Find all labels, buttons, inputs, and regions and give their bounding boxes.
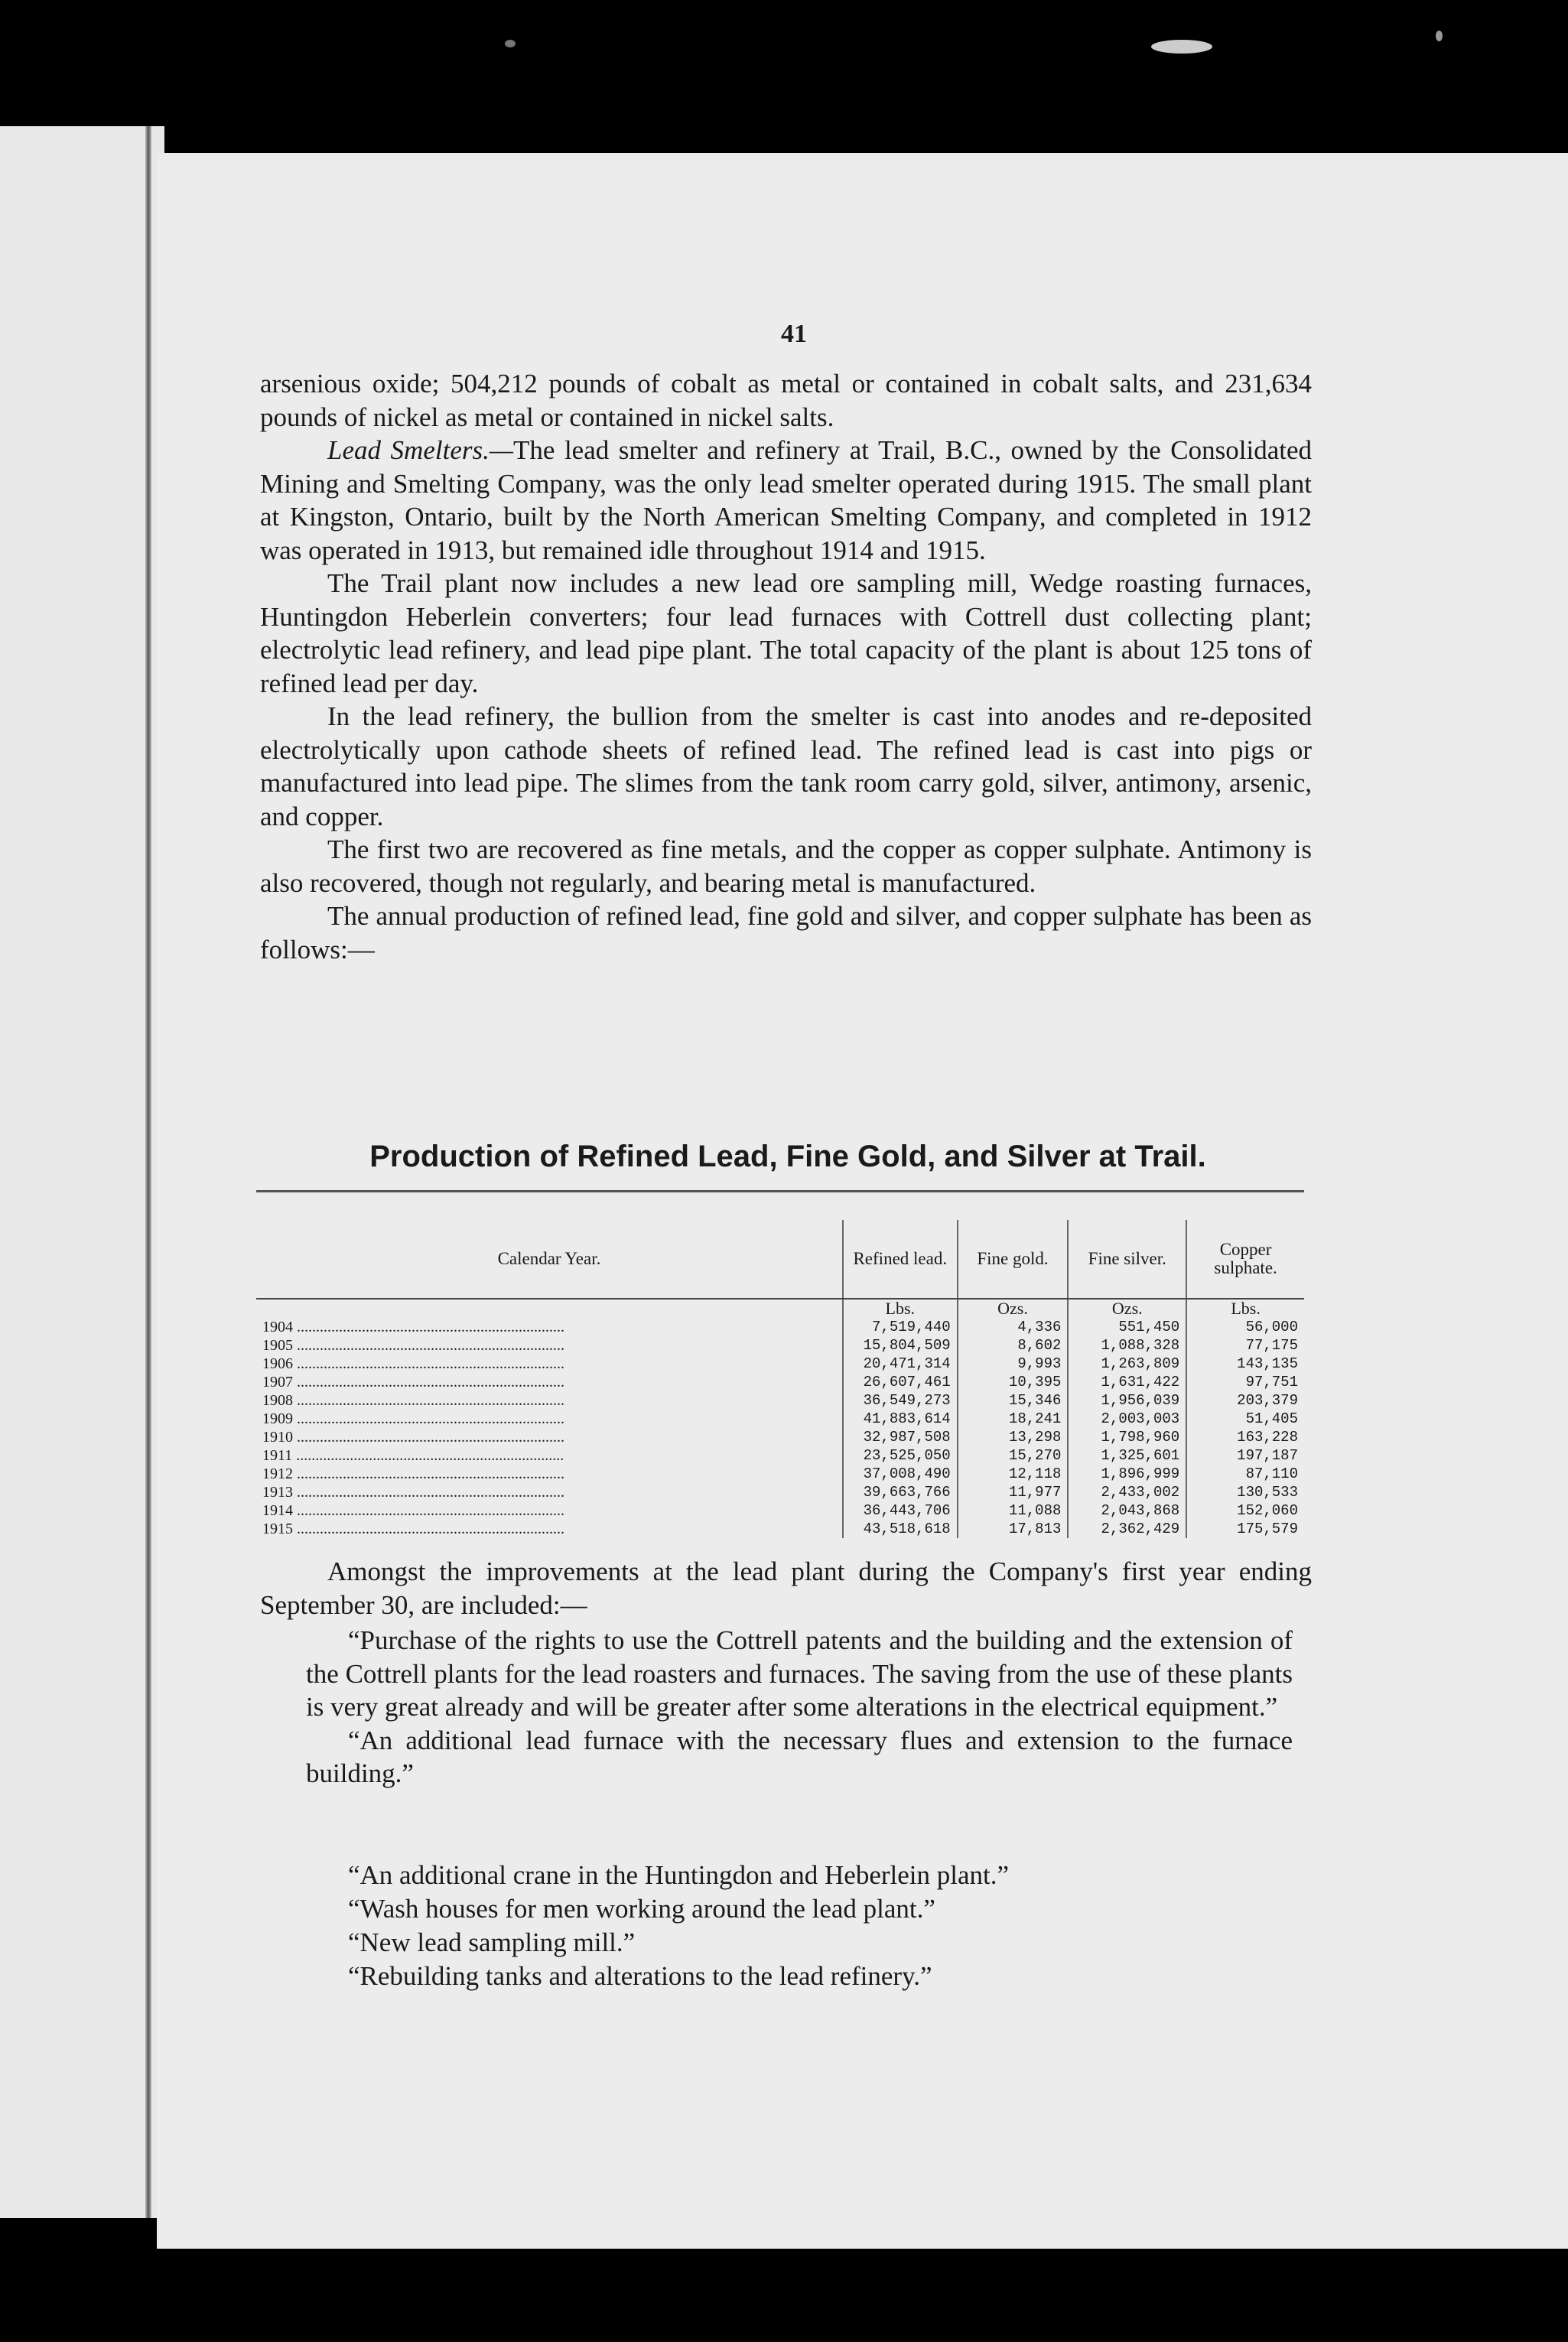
unit-copper: Lbs. (1186, 1299, 1304, 1318)
row-silver: 1,896,999 (1068, 1465, 1186, 1483)
row-lead: 41,883,614 (843, 1410, 958, 1428)
dust-speck (1436, 31, 1443, 41)
row-year: 1905 ...................................................................... (262, 1337, 564, 1354)
row-silver: 1,263,809 (1068, 1355, 1186, 1373)
row-copper: 56,000 (1186, 1318, 1304, 1336)
table-row (256, 1391, 1304, 1410)
row-lead: 36,443,706 (843, 1501, 958, 1520)
units-row (256, 1299, 1304, 1318)
row-copper: 175,579 (1186, 1520, 1304, 1538)
row-silver: 1,088,328 (1068, 1336, 1186, 1355)
row-year: 1908 ...................................................................... (262, 1392, 564, 1409)
row-lead: 26,607,461 (843, 1373, 958, 1391)
row-year: 1911 ...................................................................... (262, 1447, 564, 1464)
row-gold: 18,241 (958, 1410, 1069, 1428)
row-lead: 7,519,440 (843, 1318, 958, 1336)
row-gold: 9,993 (958, 1355, 1069, 1373)
row-lead: 32,987,508 (843, 1428, 958, 1446)
row-year: 1910 ...................................................................... (262, 1429, 564, 1446)
header-gold: Fine gold. (958, 1220, 1069, 1299)
row-silver: 1,631,422 (1068, 1373, 1186, 1391)
binding-shadow (145, 126, 151, 2218)
table-row (256, 1428, 1304, 1446)
row-gold: 11,088 (958, 1501, 1069, 1520)
quote-1: “Purchase of the rights to use the Cottrell patents and the building and the extension of the Cottrell plants for the lead roasters and furnaces. The saving from the use of these plants is very great already and will be greater after some alterations in the electrical equipment.” (306, 1625, 1293, 1722)
row-copper: 197,187 (1186, 1446, 1304, 1465)
row-year: 1907 ...................................................................... (262, 1374, 564, 1391)
row-silver: 551,450 (1068, 1318, 1186, 1336)
title-rule (256, 1190, 1304, 1192)
paragraph-2 (260, 434, 1312, 567)
after-table-paragraph (260, 1555, 1312, 1622)
row-silver: 2,433,002 (1068, 1483, 1186, 1501)
improvements-intro: Amongst the improvements at the lead plant during the Company's first year ending September 30, are included:— (260, 1556, 1312, 1620)
row-gold: 13,298 (958, 1428, 1069, 1446)
unit-silver: Ozs. (1068, 1299, 1186, 1318)
table-body (256, 1299, 1304, 1538)
row-lead: 23,525,050 (843, 1446, 958, 1465)
row-year: 1912 ...................................................................... (262, 1465, 564, 1482)
paragraph-2-text: The lead smelter and refinery at Trail, B.C., owned by the Consolidated Mining and Smelting Company, was the only lead smelter operated during 1915. The small plant at Kingston, Ontario, built by the North American Smelting Company, and completed in 1912 was operated in 1913, but remained idle throughout 1914 and 1915. (260, 435, 1312, 565)
lead-smelters-heading: Lead Smelters.— (327, 435, 513, 465)
quote-6: “Rebuilding tanks and alterations to the lead refinery.” (348, 1961, 932, 1991)
row-gold: 17,813 (958, 1520, 1069, 1538)
header-silver: Fine silver. (1068, 1220, 1186, 1299)
row-gold: 15,346 (958, 1391, 1069, 1410)
row-year: 1904 ...................................................................... (262, 1319, 564, 1335)
row-copper: 163,228 (1186, 1428, 1304, 1446)
row-silver: 2,043,868 (1068, 1501, 1186, 1520)
row-lead: 39,663,766 (843, 1483, 958, 1501)
row-copper: 51,405 (1186, 1410, 1304, 1428)
row-silver: 1,798,960 (1068, 1428, 1186, 1446)
paragraph-3: The Trail plant now includes a new lead ore sampling mill, Wedge roasting furnaces, Huntingdon Heberlein converters; four lead furnaces with Cottrell dust collecting plant; electrolytic lead refinery, and lead pipe plant. The total capacity of the plant is about 125 tons of refined lead per day. (260, 568, 1312, 698)
row-silver: 2,362,429 (1068, 1520, 1186, 1538)
row-gold: 8,602 (958, 1336, 1069, 1355)
quote-block (306, 1624, 1293, 1791)
row-copper: 77,175 (1186, 1336, 1304, 1355)
table-row (256, 1520, 1304, 1538)
paragraph-1: arsenious oxide; 504,212 pounds of cobalt as metal or contained in cobalt salts, and 231,634 pounds of nickel as metal or contained in nickel salts. (260, 369, 1312, 432)
header-copper: Copper sulphate. (1186, 1220, 1304, 1299)
row-copper: 152,060 (1186, 1501, 1304, 1520)
row-copper: 203,379 (1186, 1391, 1304, 1410)
paragraph-5: The first two are recovered as fine metals, and the copper as copper sulphate. Antimony is also recovered, though not regularly, and bearing metal is manufactured. (260, 834, 1312, 898)
row-year: 1915 ...................................................................... (262, 1521, 564, 1537)
table-row (256, 1355, 1304, 1373)
table-row (256, 1501, 1304, 1520)
row-lead: 20,471,314 (843, 1355, 958, 1373)
unit-lead: Lbs. (843, 1299, 958, 1318)
quote-4: “Wash houses for men working around the lead plant.” (348, 1894, 935, 1924)
row-gold: 4,336 (958, 1318, 1069, 1336)
row-lead: 37,008,490 (843, 1465, 958, 1483)
row-copper: 130,533 (1186, 1483, 1304, 1501)
table-row (256, 1336, 1304, 1355)
table-row (256, 1410, 1304, 1428)
row-lead: 15,804,509 (843, 1336, 958, 1355)
production-table (256, 1220, 1304, 1538)
table-row (256, 1446, 1304, 1465)
row-copper: 87,110 (1186, 1465, 1304, 1483)
row-copper: 97,751 (1186, 1373, 1304, 1391)
table-header-row (256, 1220, 1304, 1299)
row-year: 1914 ...................................................................... (262, 1502, 564, 1519)
row-gold: 12,118 (958, 1465, 1069, 1483)
table-title: Production of Refined Lead, Fine Gold, and Silver at Trail. (369, 1140, 1206, 1173)
row-silver: 2,003,003 (1068, 1410, 1186, 1428)
row-gold: 15,270 (958, 1446, 1069, 1465)
row-lead: 36,549,273 (843, 1391, 958, 1410)
header-lead: Refined lead. (843, 1220, 958, 1299)
quote-3: “An additional crane in the Huntingdon and Heberlein plant.” (348, 1860, 1010, 1890)
row-silver: 1,325,601 (1068, 1446, 1186, 1465)
row-copper: 143,135 (1186, 1355, 1304, 1373)
row-gold: 11,977 (958, 1483, 1069, 1501)
unit-gold: Ozs. (958, 1299, 1069, 1318)
row-silver: 1,956,039 (1068, 1391, 1186, 1410)
row-year: 1913 ...................................................................... (262, 1484, 564, 1501)
table-row (256, 1318, 1304, 1336)
quote-5: “New lead sampling mill.” (348, 1927, 636, 1957)
paragraph-6: The annual production of refined lead, fine gold and silver, and copper sulphate has been as follows:— (260, 901, 1312, 964)
row-year: 1909 ...................................................................... (262, 1410, 564, 1427)
table-row (256, 1483, 1304, 1501)
quote-2: “An additional lead furnace with the necessary flues and extension to the furnace building.” (306, 1725, 1293, 1788)
dust-speck (1151, 40, 1212, 54)
header-year: Calendar Year. (256, 1220, 843, 1299)
paragraph-4: In the lead refinery, the bullion from the smelter is cast into anodes and re-deposited electrolytically upon cathode sheets of refined lead. The refined lead is cast into pigs or manufactured into lead pipe. The slimes from the tank room carry gold, silver, antimony, arsenic, and copper. (260, 701, 1312, 831)
row-year: 1906 ...................................................................... (262, 1355, 564, 1372)
dust-speck (505, 40, 516, 47)
row-lead: 43,518,618 (843, 1520, 958, 1538)
row-gold: 10,395 (958, 1373, 1069, 1391)
page-number: 41 (781, 320, 807, 348)
intro-section (260, 367, 1312, 966)
table-row (256, 1465, 1304, 1483)
table-row (256, 1373, 1304, 1391)
left-page-edge (0, 126, 164, 2218)
